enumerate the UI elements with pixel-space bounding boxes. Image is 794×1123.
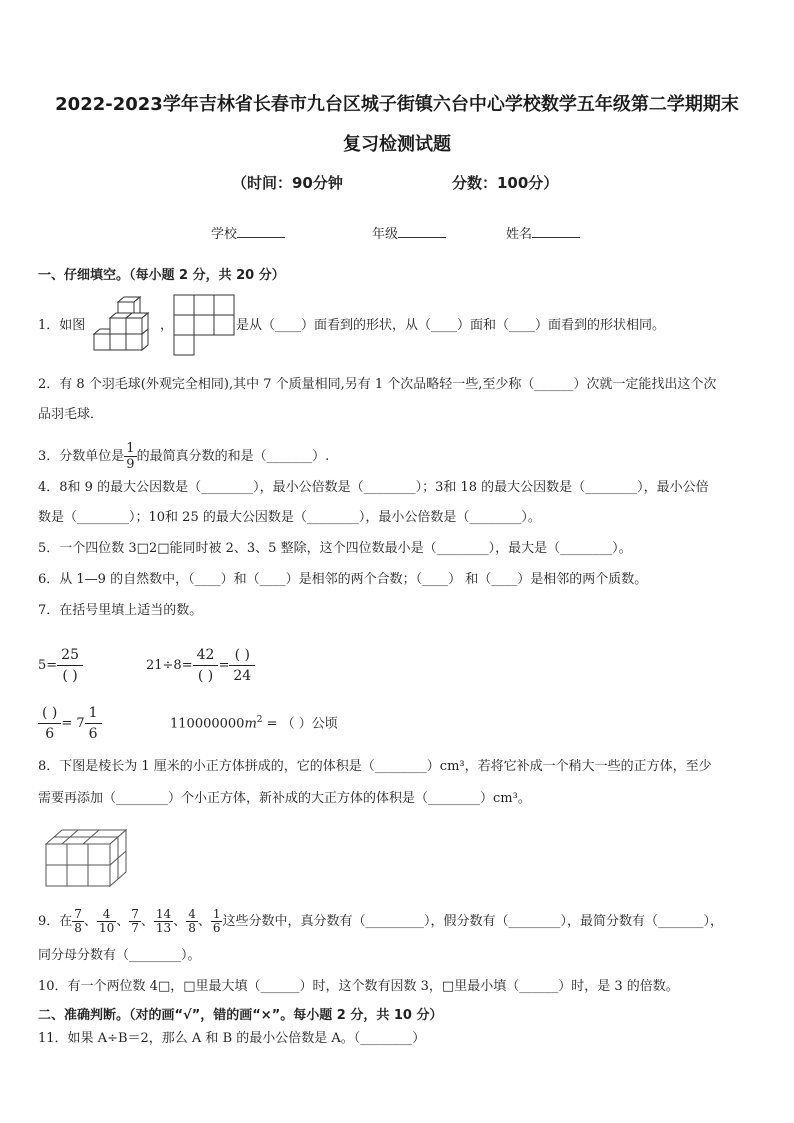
exam-title-line2: 复习检测试题 — [343, 134, 451, 155]
question-9-line2: 同分母分数有（________）。 — [38, 948, 201, 963]
grade-label: 年级 — [372, 227, 399, 242]
fraction-numerator: ( ) — [229, 645, 255, 666]
fraction-denominator: ( ) — [197, 668, 214, 684]
section-1-heading: 一、仔细填空。（每小题 2 分，共 20 分） — [38, 268, 285, 283]
unit-fraction — [124, 441, 136, 472]
school-blank[interactable] — [237, 225, 285, 238]
q7d-rest: = （ ）公顷 — [262, 716, 338, 732]
question-4-line1: 4．8和 9 的最大公因数是（________），最小公倍数是（________）；3和 18 的最大公因数是（________），最小公倍 — [38, 480, 709, 495]
q7a-fraction — [57, 645, 83, 686]
q9-prefix: 9．在 — [38, 914, 73, 929]
question-7-intro: 7．在括号里填上适当的数。 — [38, 603, 203, 618]
q7b-left: 21÷8= — [146, 658, 193, 673]
q7a-left: 5= — [38, 658, 58, 673]
grade-field — [372, 223, 446, 242]
name-blank[interactable] — [532, 225, 580, 238]
question-7b — [146, 645, 255, 686]
q9-fraction — [97, 908, 116, 935]
fraction-numerator: 7 — [74, 907, 82, 921]
q7d-value: 110000000 — [170, 716, 245, 732]
question-2-line1: 2．有 8 个羽毛球(外观完全相同),其中 7 个质量相同,另有 1 个次品略轻一些,至少称（______）次就一定能找出这个次 — [38, 377, 717, 392]
question-7a — [38, 645, 83, 686]
view-grid-figure — [173, 294, 237, 358]
q9-fraction — [186, 908, 198, 935]
cube-block-figure — [42, 826, 132, 892]
grade-blank[interactable] — [398, 225, 446, 238]
question-3-suffix: 的最简真分数的和是（_______）. — [136, 449, 330, 464]
question-1-text: 是从（____）面看到的形状，从（____）面和（____）面看到的形状相同。 — [236, 318, 666, 333]
q7b-fraction-2 — [229, 645, 255, 686]
question-5: 5．一个四位数 3□2□能同时被 2、3、5 整除，这个四位数最小是（________），最大是（________）。 — [38, 541, 632, 556]
question-8-line1: 8．下图是棱长为 1 厘米的小正方体拼成的，它的体积是（________）cm³，若将它补成一个稍大一些的正方体，至少 — [38, 759, 712, 774]
fraction-denominator: 10 — [98, 921, 115, 935]
q9-fraction — [72, 908, 84, 935]
q9-suffix: 这些分数中，真分数有（_________），假分数有（________），最简分数有（_______）， — [222, 914, 723, 929]
question-9-line1: 9．在 $\frac{7}{8}$ 、 $\frac{4}{10}$ 、 $\frac{7}{7}$ 、 $\frac{14}{13}$ 、 $\frac{4}{8}$ 、 $\frac{1}{6}$ 这些分数中，真分数有（_________），假分数有（________），最简分数有（_______）， — [38, 907, 723, 935]
question-10: 10．有一个两位数 4□，□里最大填（______）时，这个数有因数 3，□里最小填（______）时，是 3 的倍数。 — [38, 979, 679, 994]
question-6: 6．从 1—9 的自然数中，（____）和（____）是相邻的两个合数；（____） 和（____）是相邻的两个质数。 — [38, 572, 648, 587]
fraction-denominator: 24 — [233, 668, 252, 684]
fraction-denominator: 8 — [74, 921, 82, 935]
school-label: 学校 — [211, 227, 238, 242]
fraction-denominator: 7 — [131, 921, 139, 935]
q7c-fraction — [38, 703, 61, 744]
q7d-superscript: 2 — [256, 715, 263, 725]
question-11: 11．如果 A÷B＝2，那么 A 和 B 的最小公倍数是 A。（________） — [38, 1031, 426, 1046]
q9-fraction — [211, 908, 223, 935]
fraction-numerator: 1 — [212, 907, 221, 921]
fraction-numerator: 14 — [155, 907, 172, 921]
q7b-fraction-1 — [193, 645, 219, 686]
section-2-heading: 二、准确判断。（对的画“√”，错的画“×”。每小题 2 分，共 10 分） — [38, 1008, 443, 1023]
question-4-line2: 数是（________）；10和 25 的最大公因数是（________），最小公倍数是（________）。 — [38, 510, 541, 525]
fraction-denominator: 8 — [188, 921, 196, 935]
q7c-mixed-fraction — [85, 703, 102, 744]
question-7c — [38, 703, 102, 744]
school-field — [211, 223, 285, 242]
question-1-comma: ， — [160, 318, 174, 333]
q9-fraction — [154, 908, 173, 935]
question-3-prefix: 3．分数单位是 — [38, 449, 125, 464]
fraction-denominator: 6 — [212, 921, 221, 935]
fraction-numerator: 7 — [131, 907, 139, 921]
fraction-numerator: 1 — [126, 441, 135, 456]
q7b-equals: = — [218, 658, 230, 673]
fraction-numerator: 1 — [85, 703, 102, 724]
question-7d — [170, 710, 338, 734]
fraction-denominator: 9 — [126, 457, 135, 472]
exam-time: （时间：90分钟 — [232, 174, 343, 192]
fraction-denominator: 6 — [45, 726, 55, 742]
exam-score: 分数：100分） — [452, 174, 559, 192]
exam-title-line1: 2022-2023学年吉林省长春市九台区城子街镇六台中心学校数学五年级第二学期期末 — [55, 94, 739, 115]
fraction-numerator: 42 — [193, 645, 219, 666]
name-label: 姓名 — [506, 227, 533, 242]
question-3 — [38, 441, 329, 472]
name-field — [506, 223, 580, 242]
question-8-line2: 需要再添加（________）个小正方体，新补成的大正方体的体积是（________）cm³。 — [38, 791, 531, 806]
q7c-equals: = 7 — [61, 716, 85, 731]
fraction-numerator: 25 — [57, 645, 83, 666]
fraction-denominator: 6 — [88, 726, 98, 742]
fraction-numerator: 4 — [97, 908, 116, 922]
fraction-denominator: ( ) — [62, 668, 78, 684]
question-2-line2: 品羽毛球． — [38, 407, 104, 422]
question-1-prefix: 1．如图 — [38, 318, 86, 333]
fraction-numerator: ( ) — [38, 703, 61, 724]
cube-stack-figure — [90, 296, 158, 354]
fraction-denominator: 13 — [155, 921, 172, 935]
q9-fraction — [129, 908, 141, 935]
fraction-numerator: 4 — [188, 907, 196, 921]
q7d-unit: m — [244, 716, 257, 732]
